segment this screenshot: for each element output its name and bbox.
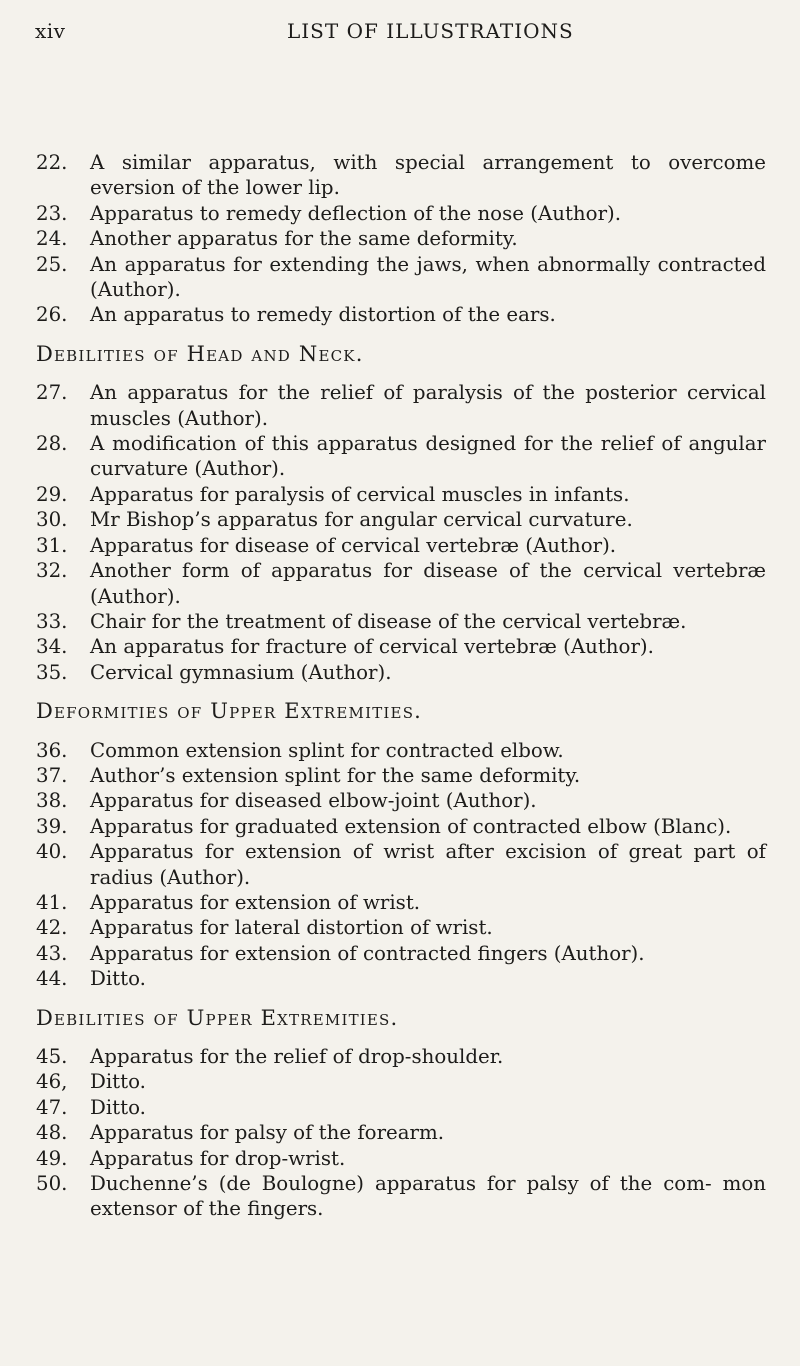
list-item <box>36 252 766 303</box>
figure-number: 40. <box>36 840 68 864</box>
figure-number: 38. <box>36 789 68 813</box>
figure-number: 35. <box>36 660 68 684</box>
figure-number: 39. <box>36 814 68 838</box>
figure-number: 50. <box>36 1172 68 1196</box>
running-title: LIST OF ILLUSTRATIONS <box>287 19 574 43</box>
list-item <box>36 1171 766 1222</box>
list-item <box>36 966 766 991</box>
figure-caption: An apparatus for fracture of cervical vertebræ (Author). <box>90 635 654 659</box>
list-item <box>36 1120 766 1145</box>
page-number: xiv <box>35 19 66 43</box>
figure-caption: Cervical gymnasium (Author). <box>90 660 392 684</box>
figure-number: 28. <box>36 432 68 456</box>
figure-number: 26. <box>36 303 68 327</box>
figure-number: 27. <box>36 381 68 405</box>
figure-number: 23. <box>36 201 68 225</box>
section-heading: Debilities of Upper Extremities. <box>36 1005 399 1030</box>
figure-number: 29. <box>36 482 68 506</box>
figure-number: 30. <box>36 508 68 532</box>
list-item <box>36 558 766 609</box>
list-item <box>36 890 766 915</box>
figure-caption: An apparatus to remedy distortion of the ears. <box>90 303 556 327</box>
figure-number: 46, <box>36 1070 68 1094</box>
figure-number: 41. <box>36 890 68 914</box>
figure-number: 43. <box>36 941 68 965</box>
figure-caption: Apparatus for the relief of drop-shoulder. <box>90 1045 504 1068</box>
illustration-list <box>36 150 766 1222</box>
list-item <box>36 507 766 532</box>
figure-number: 47. <box>36 1095 68 1119</box>
list-item <box>36 738 766 763</box>
figure-caption: Ditto. <box>90 967 146 991</box>
figure-caption: Ditto. <box>90 1095 146 1119</box>
list-item <box>36 609 766 634</box>
figure-caption: Apparatus for diseased elbow-joint (Author). <box>90 789 537 813</box>
list-item <box>36 482 766 507</box>
figure-number: 34. <box>36 635 68 659</box>
figure-number: 22. <box>36 151 68 174</box>
list-item <box>36 839 766 890</box>
figure-number: 33. <box>36 609 68 633</box>
list-item <box>36 1044 766 1069</box>
figure-number: 24. <box>36 227 68 251</box>
entry-list <box>36 380 766 685</box>
figure-caption: Apparatus for disease of cervical vertebræ (Author). <box>90 533 617 557</box>
figure-caption: Apparatus for extension of contracted fingers (Author). <box>90 941 645 965</box>
figure-caption: A similar apparatus, with special arrangement to overcome eversion of the lower lip. <box>90 151 766 200</box>
list-item <box>36 915 766 940</box>
figure-number: 42. <box>36 916 68 940</box>
figure-caption: Apparatus for extension of wrist after excision of great part of radius (Author). <box>90 840 766 889</box>
figure-caption: A modification of this apparatus designed for the relief of angular curvature (Author). <box>90 432 766 481</box>
list-item <box>36 302 766 327</box>
figure-caption: Apparatus for graduated extension of contracted elbow (Blanc). <box>90 814 732 838</box>
entry-list <box>36 150 766 328</box>
figure-number: 31. <box>36 533 68 557</box>
list-item <box>36 763 766 788</box>
figure-caption: An apparatus for the relief of paralysis of the posterior cervical muscles (Author). <box>90 381 766 430</box>
list-item <box>36 660 766 685</box>
section-heading: Deformities of Upper Extremities. <box>36 699 423 724</box>
list-item <box>36 380 766 431</box>
figure-caption: Mr Bishop’s apparatus for angular cervical curvature. <box>90 508 633 532</box>
figure-number: 48. <box>36 1121 68 1145</box>
list-item <box>36 1069 766 1094</box>
figure-caption: Duchenne’s (de Boulogne) apparatus for palsy of the com- mon extensor of the fingers. <box>90 1172 766 1221</box>
figure-number: 36. <box>36 738 68 762</box>
list-item <box>36 1146 766 1171</box>
figure-caption: Ditto. <box>90 1070 146 1094</box>
figure-caption: Apparatus for extension of wrist. <box>90 890 421 914</box>
list-item <box>36 226 766 251</box>
list-item <box>36 941 766 966</box>
figure-caption: Common extension splint for contracted elbow. <box>90 738 564 762</box>
figure-number: 32. <box>36 559 68 583</box>
figure-number: 25. <box>36 252 68 276</box>
figure-number: 44. <box>36 967 68 991</box>
section-heading: Debilities of Head and Neck. <box>36 341 364 366</box>
list-item <box>36 634 766 659</box>
figure-caption: Apparatus for lateral distortion of wrist. <box>90 916 493 940</box>
figure-number: 45. <box>36 1045 68 1068</box>
list-item <box>36 431 766 482</box>
figure-caption: An apparatus for extending the jaws, when abnormally contracted (Author). <box>90 252 766 302</box>
figure-caption: Apparatus for paralysis of cervical muscles in infants. <box>90 482 630 506</box>
entry-list <box>36 1044 766 1222</box>
list-item <box>36 814 766 839</box>
list-item <box>36 201 766 226</box>
figure-caption: Another form of apparatus for disease of the cervical vertebræ (Author). <box>90 559 766 608</box>
list-item <box>36 788 766 813</box>
figure-caption: Apparatus to remedy deflection of the nose (Author). <box>90 201 622 225</box>
list-item <box>36 1095 766 1120</box>
figure-number: 49. <box>36 1146 68 1170</box>
figure-caption: Chair for the treatment of disease of the cervical vertebræ. <box>90 609 687 633</box>
figure-caption: Apparatus for palsy of the forearm. <box>90 1121 445 1145</box>
figure-number: 37. <box>36 763 68 787</box>
figure-caption: Apparatus for drop-wrist. <box>90 1146 346 1170</box>
list-item <box>36 533 766 558</box>
figure-caption: Author’s extension splint for the same deformity. <box>90 763 581 787</box>
list-item <box>36 150 766 201</box>
entry-list <box>36 738 766 992</box>
figure-caption: Another apparatus for the same deformity. <box>90 227 518 251</box>
